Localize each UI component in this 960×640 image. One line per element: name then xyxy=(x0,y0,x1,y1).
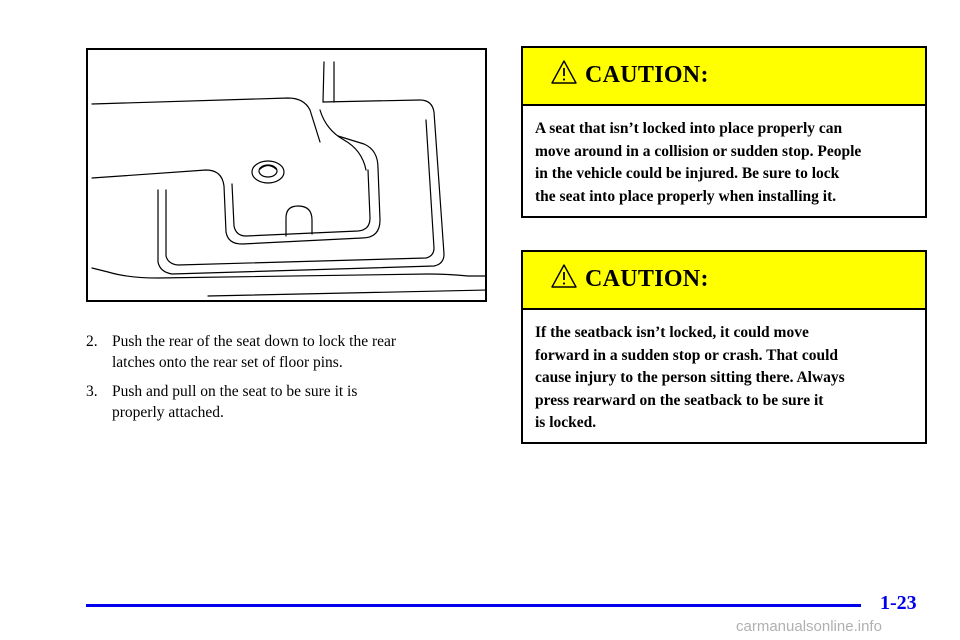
caution-text xyxy=(523,106,925,220)
seat-latch-illustration xyxy=(86,48,487,302)
caution-title: CAUTION: xyxy=(585,62,709,88)
warning-triangle-icon xyxy=(551,264,577,288)
caution-text xyxy=(523,310,925,447)
caution-text-line: press rearward on the seatback to be sure it xyxy=(535,391,824,409)
caution-header xyxy=(523,48,925,106)
caution-text-line: If the seatback isn’t locked, it could move xyxy=(535,324,809,341)
step-text-line: properly attached. xyxy=(112,404,224,421)
caution-box xyxy=(521,250,927,444)
seat-latch-drawing xyxy=(88,50,485,300)
caution-text-line: forward in a sudden stop or crash. That could xyxy=(535,346,839,364)
watermark: carmanualsonline.info xyxy=(736,618,882,635)
instruction-steps xyxy=(86,331,486,431)
step-item xyxy=(86,381,486,423)
warning-triangle-icon xyxy=(551,60,577,84)
caution-box xyxy=(521,46,927,218)
caution-text-line: is locked. xyxy=(535,414,597,431)
step-number: 3. xyxy=(86,383,98,400)
step-text-line: Push the rear of the seat down to lock the rear xyxy=(112,333,397,350)
caution-text-line: move around in a collision or sudden stop. People xyxy=(535,142,862,160)
step-text-line: latches onto the rear set of floor pins. xyxy=(112,354,343,371)
caution-text-line: cause injury to the person sitting there. Always xyxy=(535,369,845,386)
caution-text-line: A seat that isn’t locked into place properly can xyxy=(535,120,843,137)
caution-text-line: in the vehicle could be injured. Be sure to lock xyxy=(535,165,840,182)
step-text-line: Push and pull on the seat to be sure it is xyxy=(112,383,358,400)
caution-title: CAUTION: xyxy=(585,266,709,292)
step-item xyxy=(86,331,486,373)
caution-header xyxy=(523,252,925,310)
footer-rule xyxy=(86,604,861,607)
page-number: 1-23 xyxy=(880,592,917,614)
step-number: 2. xyxy=(86,333,98,350)
caution-text-line: the seat into place properly when installing it. xyxy=(535,187,837,205)
